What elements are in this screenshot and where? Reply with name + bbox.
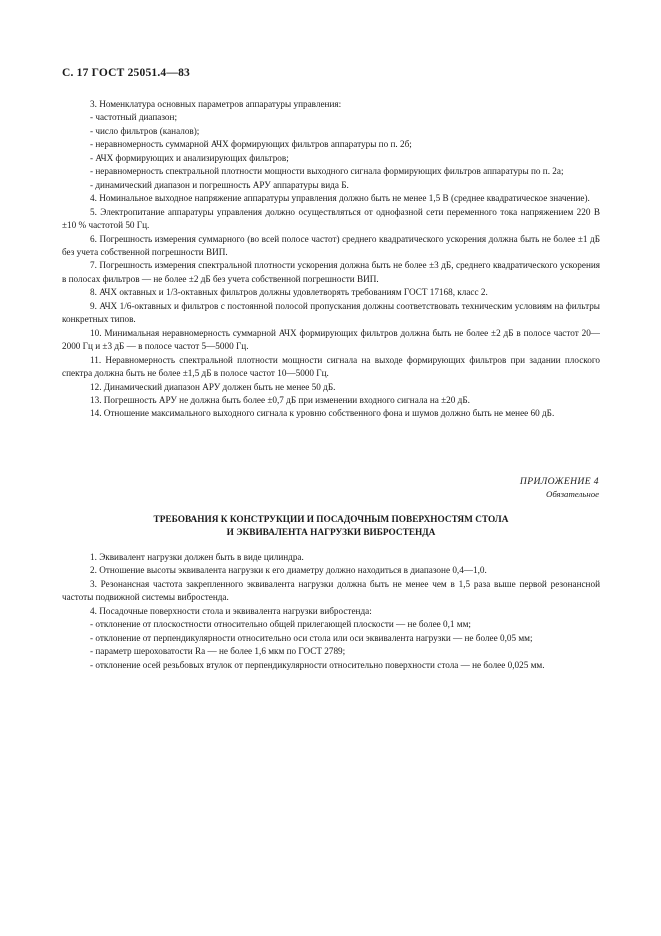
paragraph: 8. АЧХ октавных и 1/3-октавных фильтров должны удовлетворять требованиям ГОСТ 17168, класс 2. (90, 287, 488, 298)
paragraph: 13. Погрешность АРУ не должна быть более ±0,7 дБ при изменении входного сигнала на ±20 дБ. (90, 394, 470, 405)
paragraph: 3. Номенклатура основных параметров аппаратуры управления: (90, 99, 342, 109)
paragraph: - число фильтров (каналов); (90, 125, 200, 136)
paragraph: 3. Резонансная частота закрепленного эквивалента нагрузки должна быть не менее чем в 1,5 раза выше первой резонансной частоты подвижной системы вибростенда. (62, 578, 600, 603)
appendix-status: Обязательное (545, 489, 599, 499)
paragraph: 5. Электропитание аппаратуры управления должно осуществляться от однофазной сети переменного тока напряжением 220 В ±10 % частотой 50 Гц. (62, 206, 600, 231)
paragraph: 7. Погрешность измерения спектральной плотности ускорения должна быть не более ±3 дБ, среднего квадратического ускорения в полосах фильтров — не более ±2 дБ без учета собственной погрешности ВИП. (62, 260, 600, 284)
requirements-list-part2 (62, 551, 600, 672)
paragraph: - отклонение от перпендикулярности относительно оси стола или оси эквивалента нагрузки — не более 0,05 мм; (90, 632, 533, 643)
paragraph: - параметр шероховатости Ra — не более 1,6 мкм по ГОСТ 2789; (90, 646, 346, 657)
paragraph: 1. Эквивалент нагрузки должен быть в виде цилиндра. (90, 552, 304, 562)
paragraph: - АЧХ формирующих и анализирующих фильтров; (90, 152, 289, 163)
paragraph: 2. Отношение высоты эквивалента нагрузки к его диаметру должно находиться в диапазоне 0,4—1,0. (90, 565, 487, 576)
paragraph: 4. Номинальное выходное напряжение аппаратуры управления должно быть не менее 1,5 В (среднее квадратическое значение). (90, 193, 590, 204)
appendix-label (520, 476, 599, 499)
section-title (62, 514, 600, 539)
paragraph: - неравномерность суммарной АЧХ формирующих фильтров аппаратуры по п. 2б; (90, 139, 412, 150)
section-title-line1: ТРЕБОВАНИЯ К КОНСТРУКЦИИ И ПОСАДОЧНЫМ ПОВЕРХНОСТЯМ СТОЛА (153, 515, 509, 525)
paragraph: 9. АЧХ 1/6-октавных и фильтров с постоянной полосой пропускания должны соответствовать техническим условиям на фильтры конкретных типов. (62, 300, 600, 325)
requirements-list-part1 (62, 98, 600, 421)
paragraph: - отклонение осей резьбовых втулок от перпендикулярности относительно поверхности стола — не более 0,025 мм. (90, 659, 545, 670)
section-title-line2: И ЭКВИВАЛЕНТА НАГРУЗКИ ВИБРОСТЕНДА (226, 527, 436, 538)
paragraph: 4. Посадочные поверхности стола и эквивалента нагрузки вибростенда: (90, 605, 372, 616)
appendix-number: ПРИЛОЖЕНИЕ 4 (519, 476, 599, 487)
page-header: С. 17 ГОСТ 25051.4—83 (62, 67, 190, 79)
paragraph: - неравномерность спектральной плотности мощности выходного сигнала формирующих фильтров аппаратуры по п. 2а; (90, 166, 564, 177)
paragraph: 14. Отношение максимального выходного сигнала к уровню собственного фона и шумов должно быть не менее 60 дБ. (90, 408, 555, 419)
paragraph: 6. Погрешность измерения суммарного (во всей полосе частот) среднего квадратического ускорения должна быть не более ±1 дБ без учета собственной погрешности ВИП. (62, 233, 600, 257)
paragraph: 11. Неравномерность спектральной плотности мощности сигнала на выходе формирующих фильтров при задании плоского спектра должна быть не более ±1,5 дБ в полосе частот 10—5000 Гц. (62, 354, 600, 379)
paragraph: 12. Динамический диапазон АРУ должен быть не менее 50 дБ. (90, 381, 336, 392)
paragraph: - частотный диапазон; (90, 112, 177, 123)
paragraph: - динамический диапазон и погрешность АРУ аппаратуры вида Б. (90, 179, 349, 190)
paragraph: - отклонение от плоскостности относительно общей прилегающей плоскости — не более 0,1 мм; (90, 619, 471, 630)
paragraph: 10. Минимальная неравномерность суммарной АЧХ формирующих фильтров должна быть не более ±2 дБ в полосе частот 20—2000 Гц и ±3 дБ — в полосе частот 5—5000 Гц. (62, 327, 600, 352)
